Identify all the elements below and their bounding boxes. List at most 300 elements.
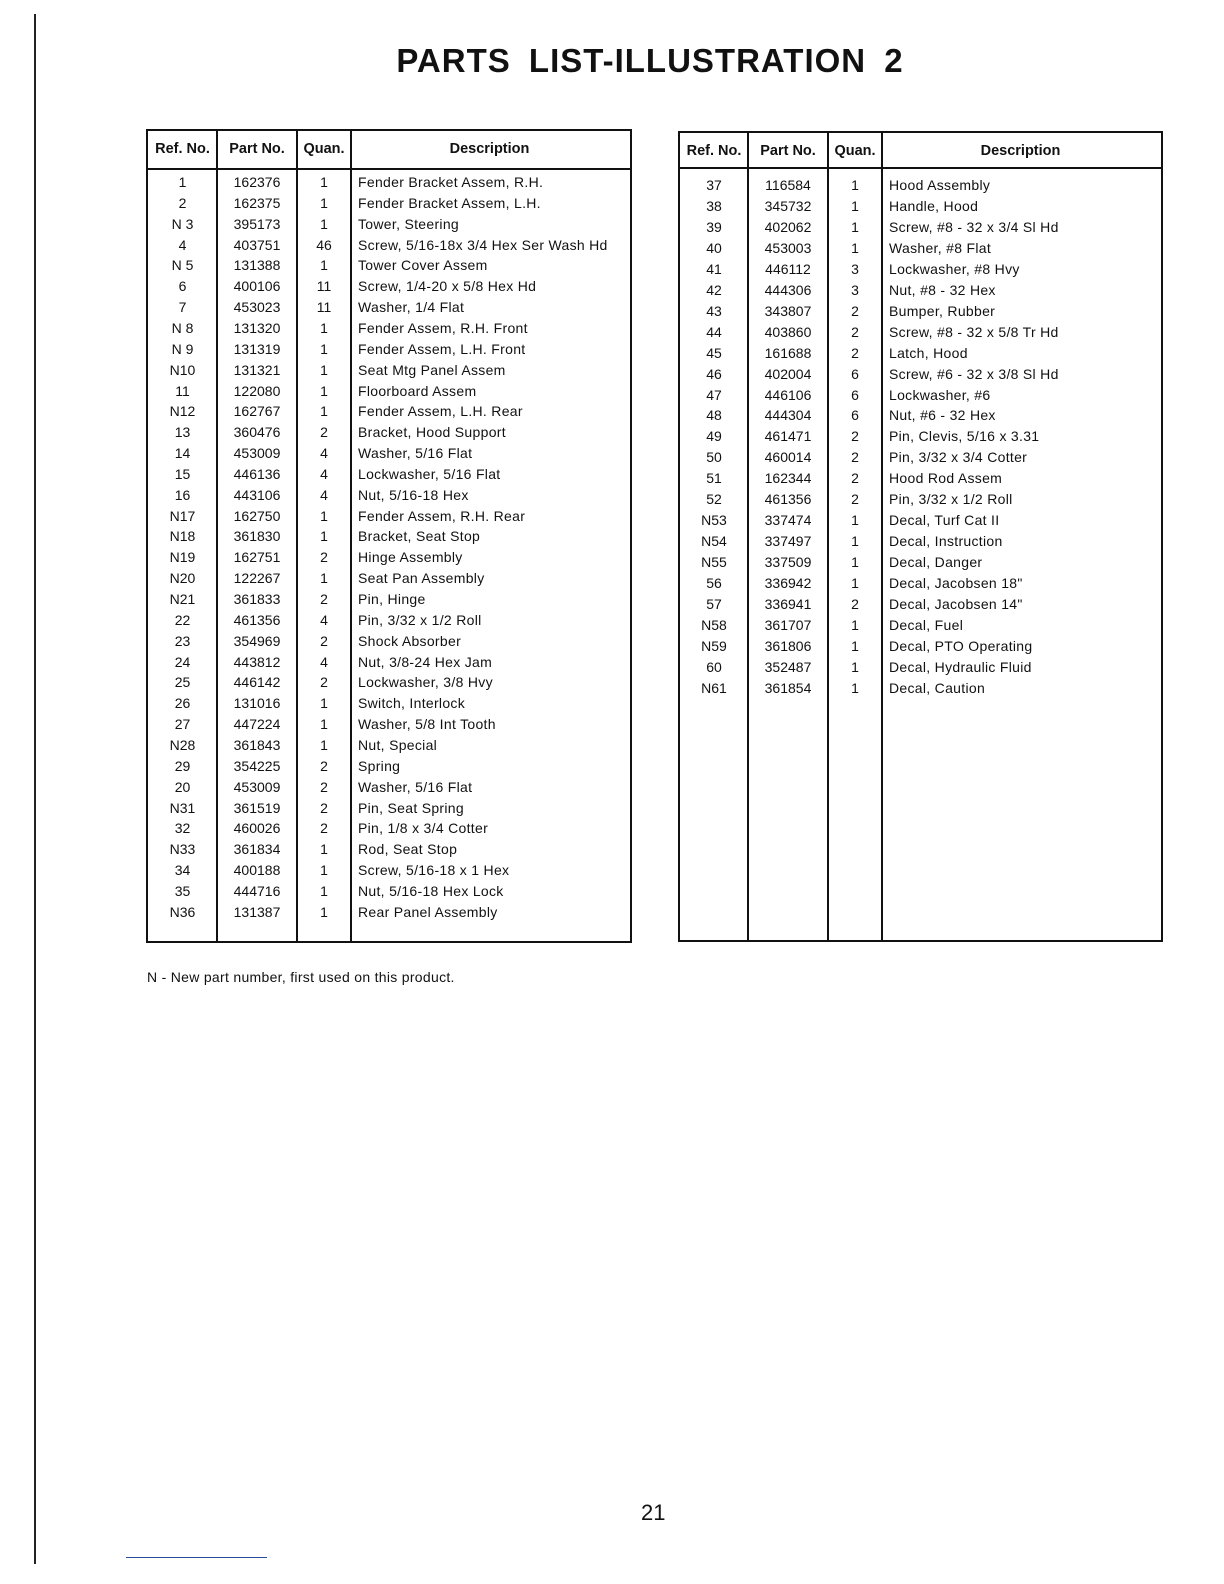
table-row [148,589,630,610]
description-cell: Seat Pan Assembly [358,570,485,587]
description-cell: Washer, 1/4 Flat [358,299,465,316]
description-cell: Switch, Interlock [358,695,466,712]
table-row [148,485,630,506]
table-row [680,636,1161,657]
table-row [680,364,1161,385]
description-cell: Washer, 5/16 Flat [358,778,473,795]
bottom-rule [126,1557,267,1558]
description-cell: Screw, 1/4-20 x 5/8 Hex Hd [358,278,537,295]
description-cell: Pin, 3/32 x 3/4 Cotter [889,449,1028,466]
table-row [148,631,630,652]
ref-no-cell: N59 [701,637,727,654]
part-no-cell: 400106 [233,278,281,295]
table-row [680,280,1161,301]
part-no-cell: 443106 [233,486,281,503]
description-cell: Decal, Jacobsen 14" [889,596,1023,612]
quantity-cell: 1 [320,716,328,733]
part-no-cell: 337497 [764,533,812,550]
ref-no-cell: 25 [174,674,191,691]
table-row [680,657,1161,678]
quantity-cell: 2 [851,470,859,487]
table-row [680,531,1161,552]
table-row [148,902,630,923]
description-cell: Fender Bracket Assem, L.H. [358,194,541,211]
quantity-cell: 1 [320,882,328,899]
description-cell: Rear Panel Assembly [358,903,498,920]
part-no-cell: 361830 [233,528,281,545]
table-row [148,381,630,402]
part-no-cell: 352487 [764,658,812,675]
table-row [680,301,1161,322]
description-cell: Decal, Fuel [889,616,964,633]
ref-no-cell: N28 [169,736,196,753]
table-row [680,322,1161,343]
ref-no-cell: N33 [169,841,196,858]
description-cell: Nut, 5/16-18 Hex Lock [358,882,504,899]
quantity-cell: 1 [320,215,328,232]
table-row [148,401,630,422]
parts-table-right [678,131,1163,942]
table-row [680,552,1161,573]
part-no-cell: 443812 [233,653,281,670]
table-row [680,238,1161,259]
binding-margin-line [34,14,36,1564]
description-cell: Pin, 3/32 x 1/2 Roll [358,611,482,628]
table-row [148,360,630,381]
part-no-cell: 162751 [233,549,281,566]
quantity-cell: 1 [320,257,328,274]
ref-no-cell: 35 [174,882,191,899]
ref-no-cell: 60 [706,658,722,675]
header-ref-no: Ref. No. [155,141,210,157]
description-cell: Tower, Steering [358,215,459,232]
part-no-cell: 162750 [233,507,281,524]
part-no-cell: 162375 [233,194,281,211]
quantity-cell: 2 [320,591,328,607]
quantity-cell: 1 [320,194,328,211]
part-no-cell: 453009 [233,445,281,462]
header-quantity: Quan. [834,143,876,159]
part-no-cell: 446112 [765,260,811,277]
quantity-cell: 1 [320,403,328,420]
description-cell: Rod, Seat Stop [358,841,458,858]
header-description: Description [980,143,1061,159]
table-row [680,196,1161,217]
ref-no-cell: N61 [701,679,727,696]
part-no-cell: 460014 [764,449,812,466]
quantity-cell: 4 [320,486,328,503]
description-cell: Fender Assem, R.H. Rear [358,507,526,524]
description-cell: Washer, 5/8 Int Tooth [358,716,496,733]
ref-no-cell: 14 [174,445,191,462]
description-cell: Fender Assem, L.H. Front [358,340,526,357]
quantity-cell: 2 [851,323,859,340]
part-no-cell: 453003 [764,239,812,256]
header-ref-no: Ref. No. [686,143,742,159]
table-row [148,818,630,839]
table-row [680,175,1161,196]
description-cell: Pin, Seat Spring [358,799,464,816]
description-cell: Hood Assembly [889,177,991,193]
description-cell: Washer, #8 Flat [889,239,992,256]
table-row [148,860,630,881]
table-row [680,259,1161,280]
header-divider [148,168,630,170]
ref-no-cell: 16 [174,486,191,503]
table-row [148,193,630,214]
part-no-cell: 395173 [233,215,281,232]
quantity-cell: 1 [320,319,328,336]
ref-no-cell: 42 [706,281,722,298]
ref-no-cell: 44 [706,323,722,340]
quantity-cell: 46 [316,236,332,253]
quantity-cell: 1 [851,533,859,550]
description-cell: Lockwasher, 3/8 Hvy [358,674,493,691]
quantity-cell: 2 [851,491,859,508]
quantity-cell: 4 [320,653,328,670]
part-no-cell: 453023 [233,299,281,316]
ref-no-cell: 40 [706,239,722,256]
description-cell: Latch, Hood [889,344,968,361]
part-no-cell: 403860 [764,323,812,340]
quantity-cell: 1 [320,174,328,190]
table-row [148,798,630,819]
header-part-no: Part No. [760,143,816,159]
quantity-cell: 1 [320,862,328,879]
ref-no-cell: 39 [706,218,722,235]
table-row [148,172,630,193]
ref-no-cell: 11 [175,382,190,399]
ref-no-cell: 47 [706,386,722,403]
ref-no-cell: N12 [169,403,196,420]
part-no-cell: 403751 [233,236,281,253]
part-no-cell: 361707 [764,616,812,633]
quantity-cell: 1 [851,679,859,696]
ref-no-cell: 32 [174,820,191,837]
part-no-cell: 361854 [764,679,812,696]
description-cell: Spring [358,757,401,774]
part-no-cell: 131388 [233,257,281,274]
part-no-cell: 444716 [233,882,281,899]
part-no-cell: 453009 [233,778,281,795]
description-cell: Bracket, Seat Stop [358,528,481,545]
description-cell: Hinge Assembly [358,549,463,566]
ref-no-cell: 45 [706,344,722,361]
ref-no-cell: N10 [169,361,196,378]
table-row [148,547,630,568]
page-number: 21 [641,1500,666,1525]
quantity-cell: 2 [851,596,859,612]
quantity-cell: 1 [851,616,859,633]
ref-no-cell: N 3 [171,215,194,232]
part-no-cell: 361833 [233,591,281,607]
ref-no-cell: N 5 [171,257,194,274]
part-no-cell: 446136 [233,465,281,482]
quantity-cell: 1 [320,903,328,920]
part-no-cell: 461356 [233,611,281,628]
header-part-no: Part No. [229,141,285,157]
quantity-cell: 1 [851,637,859,654]
part-no-cell: 360476 [233,424,281,441]
table-row [680,217,1161,238]
description-cell: Decal, Turf Cat II [889,512,1000,529]
parts-table-left [146,129,632,943]
description-cell: Fender Assem, R.H. Front [358,319,528,336]
part-no-cell: 337474 [764,512,812,529]
description-cell: Fender Bracket Assem, R.H. [358,174,544,190]
table-row [680,405,1161,426]
table-row [148,276,630,297]
ref-no-cell: 24 [174,653,191,670]
quantity-cell: 1 [851,658,859,675]
part-no-cell: 402062 [764,218,812,235]
ref-no-cell: 7 [178,299,187,316]
quantity-cell: 2 [320,424,328,441]
header-quantity: Quan. [303,141,345,157]
description-cell: Nut, 5/16-18 Hex [358,486,469,503]
table-row [680,678,1161,699]
ref-no-cell: N19 [169,549,196,566]
quantity-cell: 2 [320,674,328,691]
table-row [148,881,630,902]
table-row [148,443,630,464]
quantity-cell: 6 [851,407,859,424]
table-row [680,426,1161,447]
table-row [148,235,630,256]
description-cell: Lockwasher, #8 Hvy [889,260,1020,277]
quantity-cell: 2 [851,302,859,319]
quantity-cell: 3 [851,260,859,277]
table-row [148,255,630,276]
part-no-cell: 354225 [233,757,281,774]
description-cell: Handle, Hood [889,197,979,214]
table-row [680,343,1161,364]
part-no-cell: 131319 [233,340,281,357]
part-no-cell: 161688 [764,344,812,361]
description-cell: Tower Cover Assem [358,257,488,274]
table-row [680,385,1161,406]
table-row [148,735,630,756]
table-row [148,693,630,714]
quantity-cell: 3 [851,281,859,298]
ref-no-cell: N21 [169,591,196,607]
ref-no-cell: 51 [706,470,722,487]
quantity-cell: 2 [320,632,328,649]
table-row [148,714,630,735]
description-cell: Bumper, Rubber [889,302,996,319]
table-row [148,422,630,443]
ref-no-cell: 46 [706,365,722,382]
quantity-cell: 2 [320,820,328,837]
description-cell: Seat Mtg Panel Assem [358,361,506,378]
description-cell: Lockwasher, 5/16 Flat [358,465,501,482]
part-no-cell: 122080 [233,382,281,399]
table-row [148,652,630,673]
table-row [680,468,1161,489]
description-cell: Screw, #6 - 32 x 3/8 Sl Hd [889,365,1059,382]
quantity-cell: 1 [320,507,328,524]
header-divider [680,167,1161,169]
table-row [148,506,630,527]
ref-no-cell: N17 [169,507,196,524]
quantity-cell: 1 [320,736,328,753]
description-cell: Decal, Jacobsen 18" [889,575,1023,592]
part-no-cell: 131016 [233,695,281,712]
ref-no-cell: 22 [174,611,191,628]
quantity-cell: 6 [851,386,859,403]
part-no-cell: 361843 [233,736,281,753]
table-row [148,610,630,631]
table-row [680,510,1161,531]
table-row [148,297,630,318]
ref-no-cell: 23 [174,632,191,649]
table-row [148,839,630,860]
quantity-cell: 11 [316,278,332,295]
ref-no-cell: N36 [169,903,196,920]
quantity-cell: 11 [316,299,332,316]
ref-no-cell: 41 [706,260,722,277]
ref-no-cell: 2 [178,194,187,211]
description-cell: Decal, Hydraulic Fluid [889,658,1032,675]
ref-no-cell: N 8 [171,319,194,336]
table-row [148,214,630,235]
quantity-cell: 4 [320,445,328,462]
ref-no-cell: 37 [706,177,722,193]
part-no-cell: 336942 [764,575,812,592]
description-cell: Pin, 3/32 x 1/2 Roll [889,491,1013,508]
part-no-cell: 446142 [233,674,281,691]
ref-no-cell: 56 [706,575,722,592]
table-row [148,672,630,693]
quantity-cell: 1 [320,570,328,587]
ref-no-cell: N 9 [171,340,194,357]
part-no-cell: 337509 [764,554,812,571]
part-no-cell: 131387 [233,903,281,920]
quantity-cell: 2 [851,344,859,361]
quantity-cell: 1 [851,575,859,592]
table-row [148,526,630,547]
quantity-cell: 1 [851,218,859,235]
part-no-cell: 343807 [764,302,812,319]
quantity-cell: 1 [320,528,328,545]
table-row [148,568,630,589]
part-no-cell: 444304 [764,407,812,424]
ref-no-cell: N55 [701,554,727,571]
ref-no-cell: 48 [706,407,722,424]
part-no-cell: 460026 [233,820,281,837]
part-no-cell: 446106 [764,386,812,403]
part-no-cell: 345732 [764,197,812,214]
quantity-cell: 1 [851,177,859,193]
table-row [148,339,630,360]
quantity-cell: 2 [320,778,328,795]
description-cell: Screw, #8 - 32 x 5/8 Tr Hd [889,323,1059,340]
description-cell: Screw, 5/16-18x 3/4 Hex Ser Wash Hd [358,236,608,253]
ref-no-cell: N18 [169,528,196,545]
quantity-cell: 1 [320,382,328,399]
part-no-cell: 361834 [233,841,281,858]
part-no-cell: 361519 [233,799,281,816]
part-no-cell: 116584 [765,177,811,193]
ref-no-cell: 57 [706,596,722,612]
quantity-cell: 1 [320,361,328,378]
ref-no-cell: 43 [706,302,722,319]
part-no-cell: 447224 [233,716,281,733]
quantity-cell: 2 [851,449,859,466]
ref-no-cell: N31 [169,799,196,816]
quantity-cell: 2 [320,549,328,566]
description-cell: Pin, Clevis, 5/16 x 3.31 [889,428,1040,445]
description-cell: Lockwasher, #6 [889,386,991,403]
part-no-cell: 131320 [233,319,281,336]
quantity-cell: 4 [320,611,328,628]
part-no-cell: 131321 [233,361,281,378]
ref-no-cell: N53 [701,512,727,529]
description-cell: Nut, 3/8-24 Hex Jam [358,653,493,670]
ref-no-cell: 49 [706,428,722,445]
ref-no-cell: 1 [178,174,187,190]
description-cell: Nut, #6 - 32 Hex [889,407,996,424]
quantity-cell: 4 [320,465,328,482]
description-cell: Screw, 5/16-18 x 1 Hex [358,862,510,879]
description-cell: Bracket, Hood Support [358,424,506,441]
ref-no-cell: N20 [169,570,196,587]
description-cell: Nut, #8 - 32 Hex [889,281,996,298]
part-no-cell: 361806 [764,637,812,654]
description-cell: Decal, PTO Operating [889,637,1033,654]
description-cell: Decal, Caution [889,679,986,696]
part-no-cell: 162344 [764,470,812,487]
part-no-cell: 400188 [233,862,281,879]
part-no-cell: 162767 [233,403,281,420]
quantity-cell: 2 [320,799,328,816]
ref-no-cell: 29 [174,757,191,774]
ref-no-cell: 15 [174,465,191,482]
table-row [680,594,1161,615]
ref-no-cell: 6 [178,278,187,295]
quantity-cell: 6 [851,365,859,382]
description-cell: Pin, Hinge [358,591,426,607]
part-no-cell: 461471 [764,428,812,445]
description-cell: Screw, #8 - 32 x 3/4 Sl Hd [889,218,1059,235]
part-no-cell: 461356 [764,491,812,508]
quantity-cell: 1 [851,197,859,214]
ref-no-cell: 26 [174,695,191,712]
header-description: Description [449,141,530,157]
footnote: N - New part number, first used on this product. [147,969,455,985]
part-no-cell: 336941 [764,596,812,612]
quantity-cell: 2 [851,428,859,445]
ref-no-cell: 50 [706,449,722,466]
quantity-cell: 2 [320,757,328,774]
part-no-cell: 444306 [764,281,812,298]
table-row [148,777,630,798]
ref-no-cell: 27 [174,716,191,733]
table-row [680,573,1161,594]
description-cell: Floorboard Assem [358,382,477,399]
table-row [680,489,1161,510]
table-row [148,756,630,777]
quantity-cell: 1 [320,695,328,712]
description-cell: Pin, 1/8 x 3/4 Cotter [358,820,489,837]
description-cell: Nut, Special [358,736,438,753]
table-row [148,464,630,485]
table-row [680,447,1161,468]
ref-no-cell: N58 [701,616,727,633]
description-cell: Decal, Instruction [889,533,1003,550]
page-title: PARTS LIST-ILLUSTRATION 2 [396,42,904,79]
ref-no-cell: 38 [706,197,722,214]
